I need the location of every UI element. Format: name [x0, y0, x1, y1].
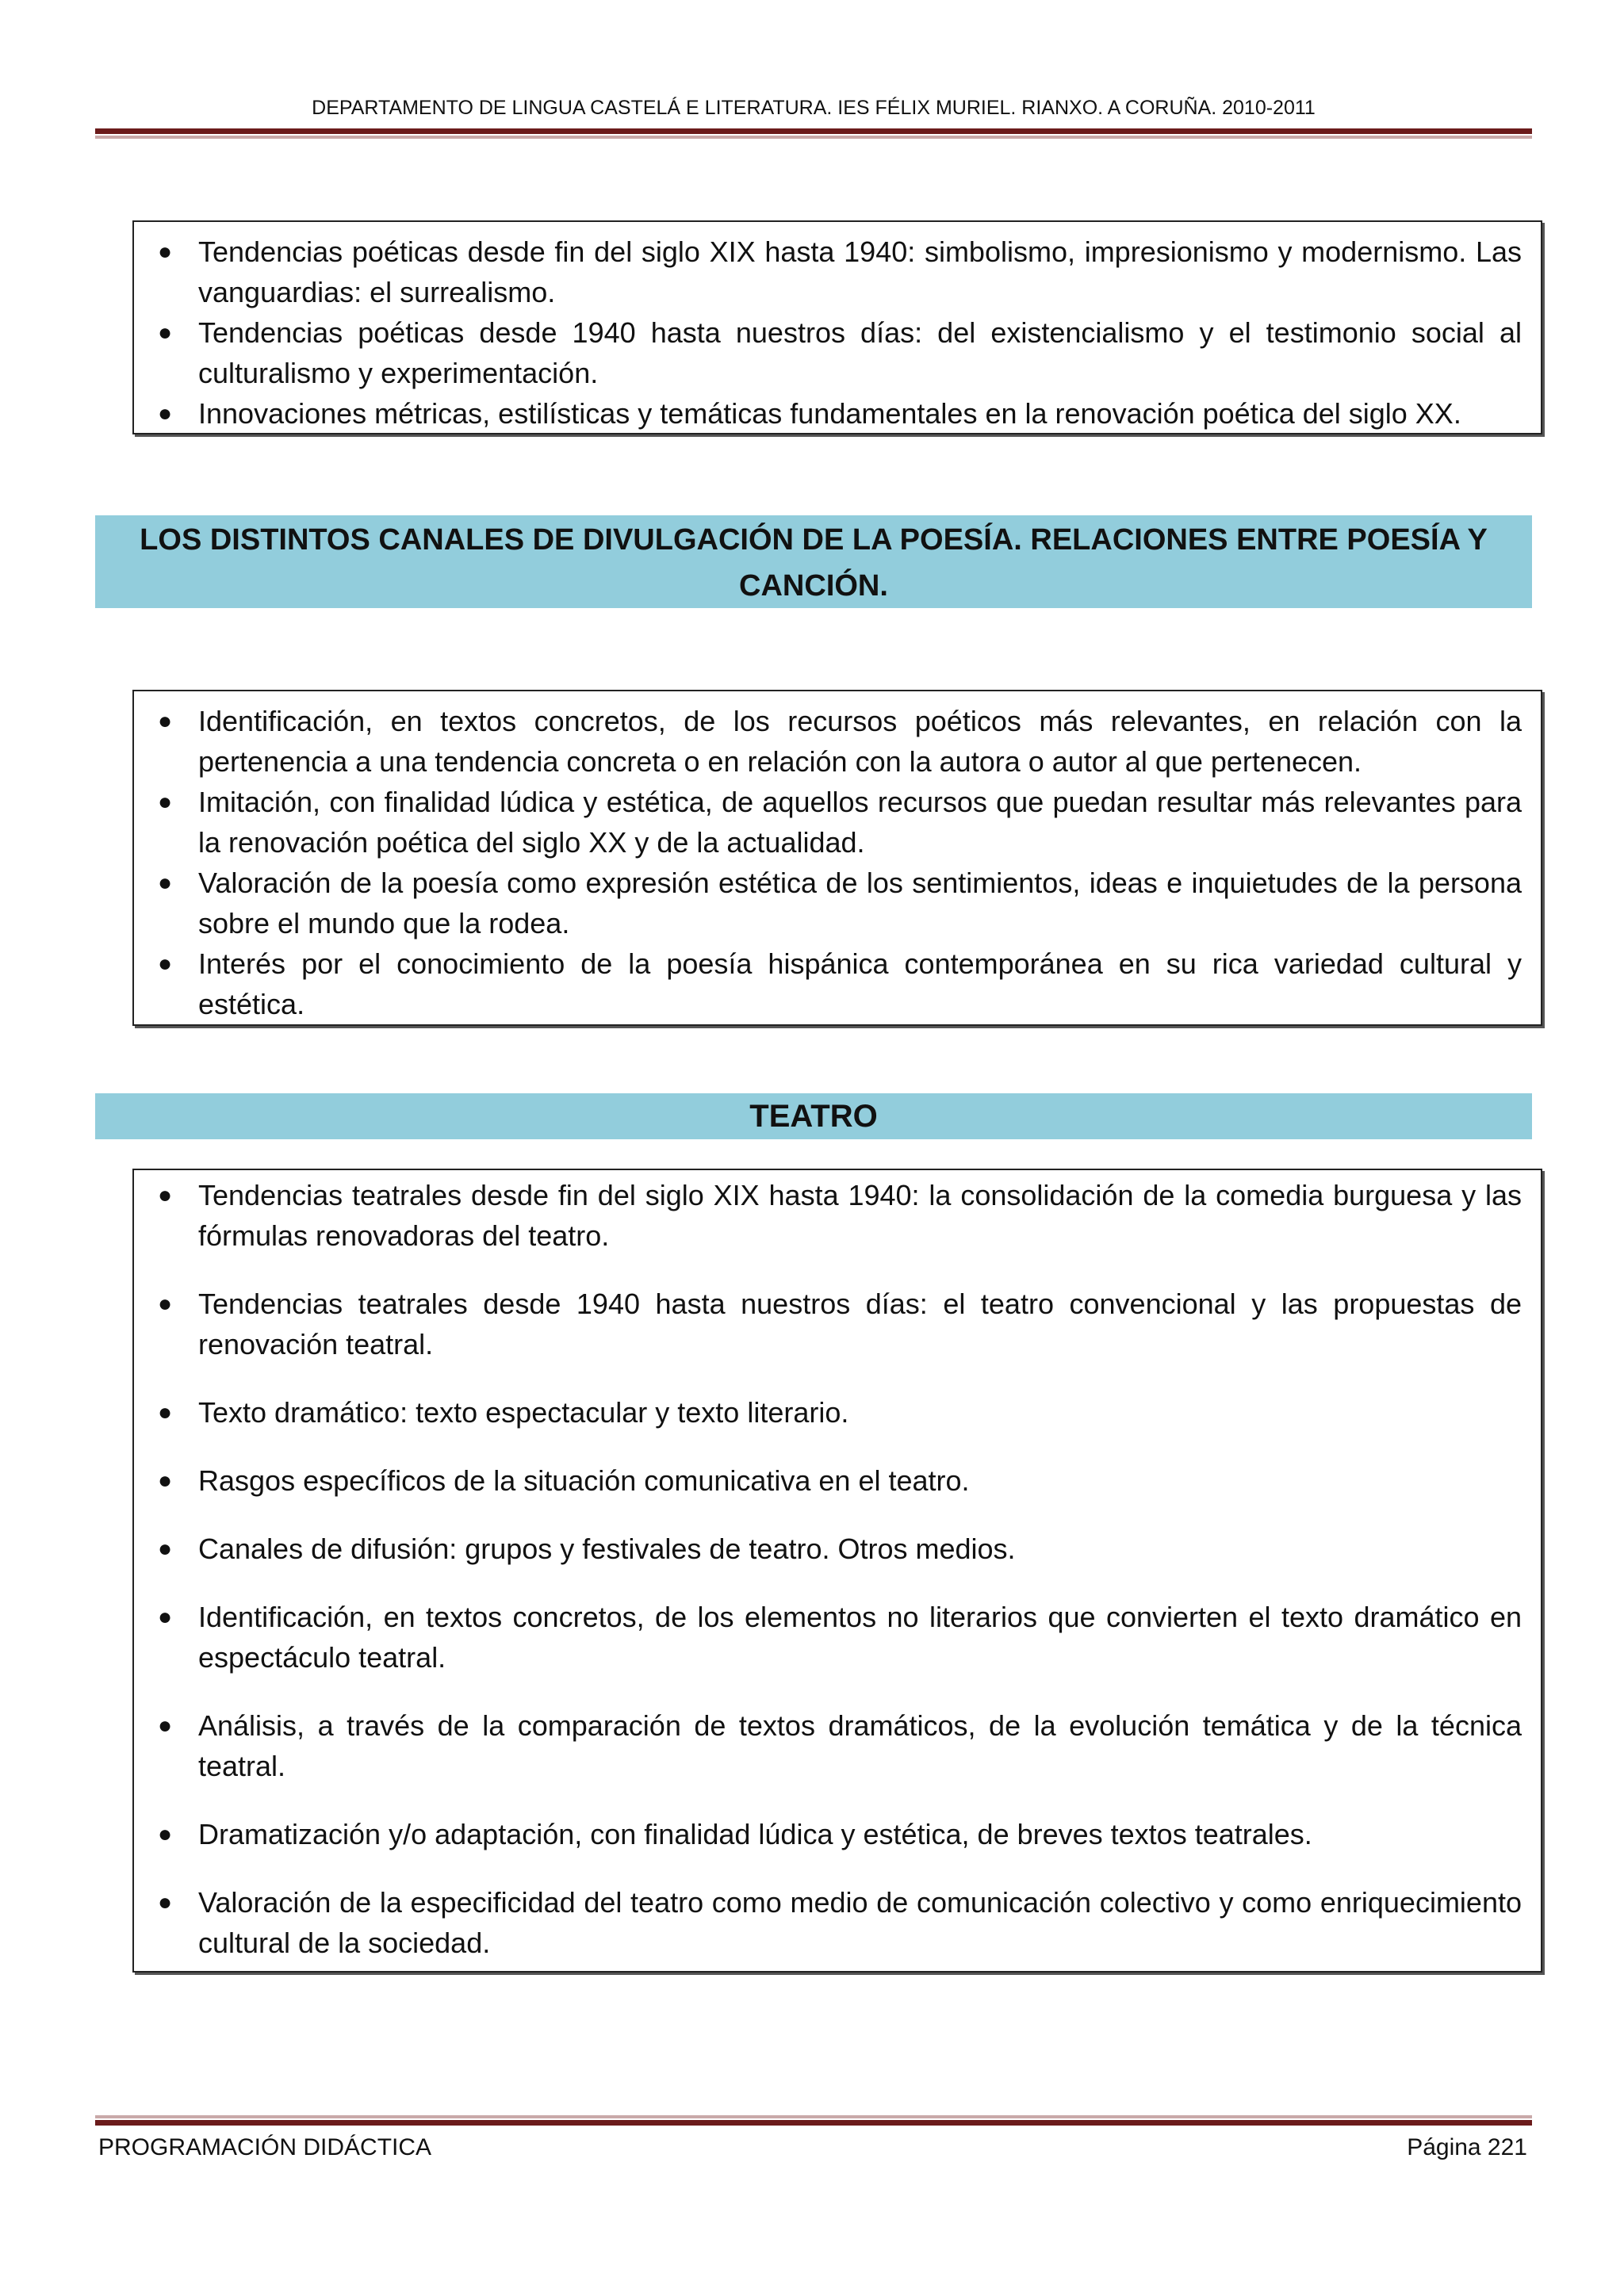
list-item: ● Valoración de la poesía como expresión estética de los sentimientos, ideas e inquietudes de la persona sobre el mundo que la rodea. [153, 863, 1522, 943]
section-heading-teatro: TEATRO [95, 1093, 1532, 1139]
list-item: ● Tendencias teatrales desde fin del siglo XIX hasta 1940: la consolidación de la comedia burguesa y las fórmulas renovadoras del teatro. [153, 1175, 1522, 1256]
list-item: ● Tendencias poéticas desde 1940 hasta nuestros días: del existencialismo y el testimonio social al culturalismo y experimentación. [153, 312, 1522, 393]
list-item: ● Tendencias teatrales desde 1940 hasta nuestros días: el teatro convencional y las propuestas de renovación teatral. [153, 1284, 1522, 1364]
list-item: ● Rasgos específicos de la situación comunicativa en el teatro. [153, 1460, 1522, 1501]
bullet-icon: ● [158, 708, 173, 734]
bullet-icon: ● [158, 1821, 173, 1847]
poetry-channels-box [132, 690, 1542, 1026]
teatro-box [132, 1169, 1542, 1973]
list-item: ● Canales de difusión: grupos y festivales de teatro. Otros medios. [153, 1529, 1522, 1569]
list-item: ● Identificación, en textos concretos, de los elementos no literarios que convierten el texto dramático en espectáculo teatral. [153, 1597, 1522, 1678]
bullet-icon: ● [158, 400, 173, 427]
bullet-icon: ● [158, 239, 173, 265]
bullet-icon: ● [158, 1536, 173, 1562]
list-item: ● Interés por el conocimiento de la poesía hispánica contemporánea en su rica variedad cultural y estética. [153, 943, 1522, 1024]
footer-rule [95, 2115, 1532, 2126]
bullet-icon: ● [158, 320, 173, 346]
page-header: DEPARTAMENTO DE LINGUA CASTELÁ E LITERATURA. IES FÉLIX MURIEL. RIANXO. A CORUÑA. 2010-2011 [312, 97, 1316, 119]
bullet-icon: ● [158, 1399, 173, 1425]
section-heading-poetry-channels: LOS DISTINTOS CANALES DE DIVULGACIÓN DE LA POESÍA. RELACIONES ENTRE POESÍA Y CANCIÓN. [95, 515, 1532, 608]
bullet-icon: ● [158, 1712, 173, 1739]
poetry-trends-box [132, 220, 1542, 434]
list-item: ● Tendencias poéticas desde fin del siglo XIX hasta 1940: simbolismo, impresionismo y modernismo. Las vanguardias: el surrealismo. [153, 232, 1522, 312]
header-rule [95, 128, 1532, 139]
page-number: Página 221 [1407, 2134, 1527, 2160]
bullet-icon: ● [158, 870, 173, 896]
bullet-icon: ● [158, 1604, 173, 1630]
bullet-icon: ● [158, 1889, 173, 1915]
list-item: ● Innovaciones métricas, estilísticas y temáticas fundamentales en la renovación poética del siglo XX. [153, 393, 1522, 434]
bullet-icon: ● [158, 1291, 173, 1317]
bullet-icon: ● [158, 951, 173, 977]
list-item: ● Dramatización y/o adaptación, con finalidad lúdica y estética, de breves textos teatrales. [153, 1814, 1522, 1854]
footer-title: PROGRAMACIÓN DIDÁCTICA [98, 2134, 432, 2160]
list-item: ● Identificación, en textos concretos, de los recursos poéticos más relevantes, en relación con la pertenencia a una tendencia concreta o en relación con la autora o autor al que pertenecen. [153, 701, 1522, 782]
list-item: ● Análisis, a través de la comparación de textos dramáticos, de la evolución temática y de la técnica teatral. [153, 1705, 1522, 1786]
bullet-icon: ● [158, 789, 173, 815]
bullet-icon: ● [158, 1182, 173, 1208]
bullet-icon: ● [158, 1468, 173, 1494]
list-item: ● Valoración de la especificidad del teatro como medio de comunicación colectivo y como enriquecimiento cultural de la sociedad. [153, 1882, 1522, 1963]
list-item: ● Imitación, con finalidad lúdica y estética, de aquellos recursos que puedan resultar más relevantes para la renovación poética del siglo XX y de la actualidad. [153, 782, 1522, 863]
list-item: ● Texto dramático: texto espectacular y texto literario. [153, 1392, 1522, 1433]
